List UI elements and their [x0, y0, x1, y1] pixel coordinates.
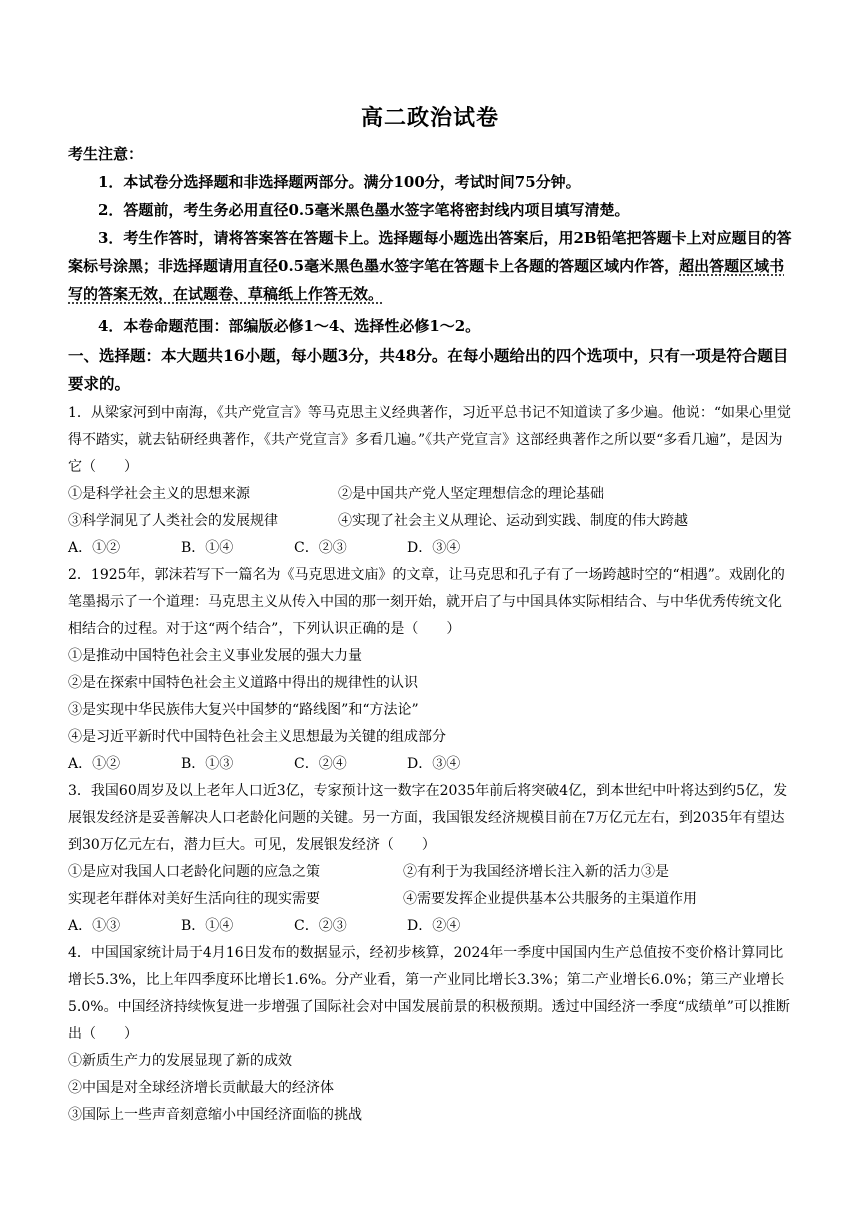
question-2-option-2: ②是在探索中国特色社会主义道路中得出的规律性的认识 [68, 675, 418, 691]
question-1-option-4: ④实现了社会主义从理论、运动到实践、制度的伟大跨越 [338, 513, 688, 529]
question-3-option-4: ④需要发挥企业提供基本公共服务的主渠道作用 [403, 891, 697, 907]
notice-item-3 [68, 224, 792, 308]
question-3-option-3: 实现老年群体对美好生活向往的现实需要 [68, 891, 320, 907]
section-heading-choice: 一、选择题：本大题共16小题，每小题3分，共48分。在每小题给出的四个选项中，只有一项是符合题目要求的。 [68, 346, 789, 393]
question-2-choice-d: D．③④ [407, 756, 461, 772]
question-3-choice-b: B．①④ [181, 918, 234, 934]
question-3-stem: 3．我国60周岁及以上老年人口近3亿，专家预计这一数字在2035年前后将突破4亿，到本世纪中叶将达到约5亿，发展银发经济是妥善解决人口老龄化问题的关键。另一方面，我国银发经济规模目前在7万亿元左右，到2035年有望达到30万亿元左右，潜力巨大。可见，发展银发经济（ ） [68, 783, 788, 853]
notice-item-2: 2．答题前，考生务必用直径0.5毫米黑色墨水签字笔将密封线内项目填写清楚。 [98, 201, 630, 219]
notice-item-3-emphasis: 超出答题区域书写的答案无效，在试题卷、草稿纸上作答无效。 [68, 257, 785, 303]
question-4-stem: 4．中国国家统计局于4月16日发布的数据显示，经初步核算，2024年一季度中国国内生产总值按不变价格计算同比增长5.3%，比上年四季度环比增长1.6%。分产业看，第一产业同比增长3.3%；第二产业增长6.0%；第三产业增长5.0%。中国经济持续恢复进一步增强了国际社会对中国发展前景的积极预期。透过中国经济一季度“成绩单”可以推断出（ ） [68, 945, 790, 1042]
question-2-option-3: ③是实现中华民族伟大复兴中国梦的“路线图”和“方法论” [68, 702, 419, 718]
question-2-choice-a: A．①② [68, 756, 121, 772]
question-2-option-1: ①是推动中国特色社会主义事业发展的强大力量 [68, 648, 362, 664]
question-1-choice-d: D．③④ [407, 540, 461, 556]
question-1-option-2: ②是中国共产党人坚定理想信念的理论基础 [338, 486, 604, 502]
question-4-option-1: ①新质生产力的发展显现了新的成效 [68, 1053, 292, 1069]
question-3-options-row-1 [68, 859, 792, 886]
question-3-option-1: ①是应对我国人口老龄化问题的应急之策 [68, 864, 320, 880]
question-4-option-3: ③国际上一些声音刻意缩小中国经济面临的挑战 [68, 1107, 362, 1123]
question-3-choice-d: D．②④ [407, 918, 461, 934]
notice-item-1: 1．本试卷分选择题和非选择题两部分。满分100分，考试时间75分钟。 [98, 173, 581, 191]
question-1-choice-a: A．①② [68, 540, 121, 556]
notice-item-4: 4．本卷命题范围：部编版必修1～4、选择性必修1～2。 [98, 317, 481, 335]
notice-item-3-text: 3．考生作答时，请将答案答在答题卡上。选择题每小题选出答案后，用2B铅笔把答题卡上对应题目的答案标号涂黑；非选择题请用直径0.5毫米黑色墨水签字笔在答题卡上各题的答题区域内作答， [68, 229, 792, 275]
question-3-choice-a: A．①③ [68, 918, 121, 934]
question-3-option-2: ②有利于为我国经济增长注入新的活力③是 [403, 864, 669, 880]
question-2-stem: 2．1925年，郭沫若写下一篇名为《马克思进文庙》的文章，让马克思和孔子有了一场跨越时空的“相遇”。戏剧化的笔墨揭示了一个道理：马克思主义从传入中国的那一刻开始，就开启了与中国具体实际相结合、与中华优秀传统文化相结合的过程。对于这“两个结合”，下列认识正确的是（ ） [68, 567, 785, 637]
question-3-options-row-2 [68, 886, 792, 913]
question-1-options-row-1 [68, 481, 792, 508]
notice-heading: 考生注意： [68, 145, 144, 163]
question-3-choice-c: C．②③ [294, 918, 347, 934]
exam-page [68, 100, 792, 1129]
question-2-choice-b: B．①③ [181, 756, 234, 772]
page-title: 高二政治试卷 [360, 105, 499, 131]
question-1-option-1: ①是科学社会主义的思想来源 [68, 486, 250, 502]
question-1-options-row-2 [68, 508, 792, 535]
question-1-choices [68, 535, 792, 562]
question-2-option-4: ④是习近平新时代中国特色社会主义思想最为关键的组成部分 [68, 729, 446, 745]
question-4-option-2: ②中国是对全球经济增长贡献最大的经济体 [68, 1080, 334, 1096]
question-1-stem: 1．从梁家河到中南海，《共产党宣言》等马克思主义经典著作，习近平总书记不知道读了多少遍。他说：“如果心里觉得不踏实，就去钻研经典著作，《共产党宣言》多看几遍。”《共产党宣言》这部经典著作之所以要“多看几遍”，是因为它（ ） [68, 405, 792, 475]
question-3-choices [68, 913, 792, 940]
question-2-choices [68, 751, 792, 778]
question-2-choice-c: C．②④ [294, 756, 347, 772]
question-1-option-3: ③科学洞见了人类社会的发展规律 [68, 513, 278, 529]
question-1-choice-b: B．①④ [181, 540, 234, 556]
question-1-choice-c: C．②③ [294, 540, 347, 556]
